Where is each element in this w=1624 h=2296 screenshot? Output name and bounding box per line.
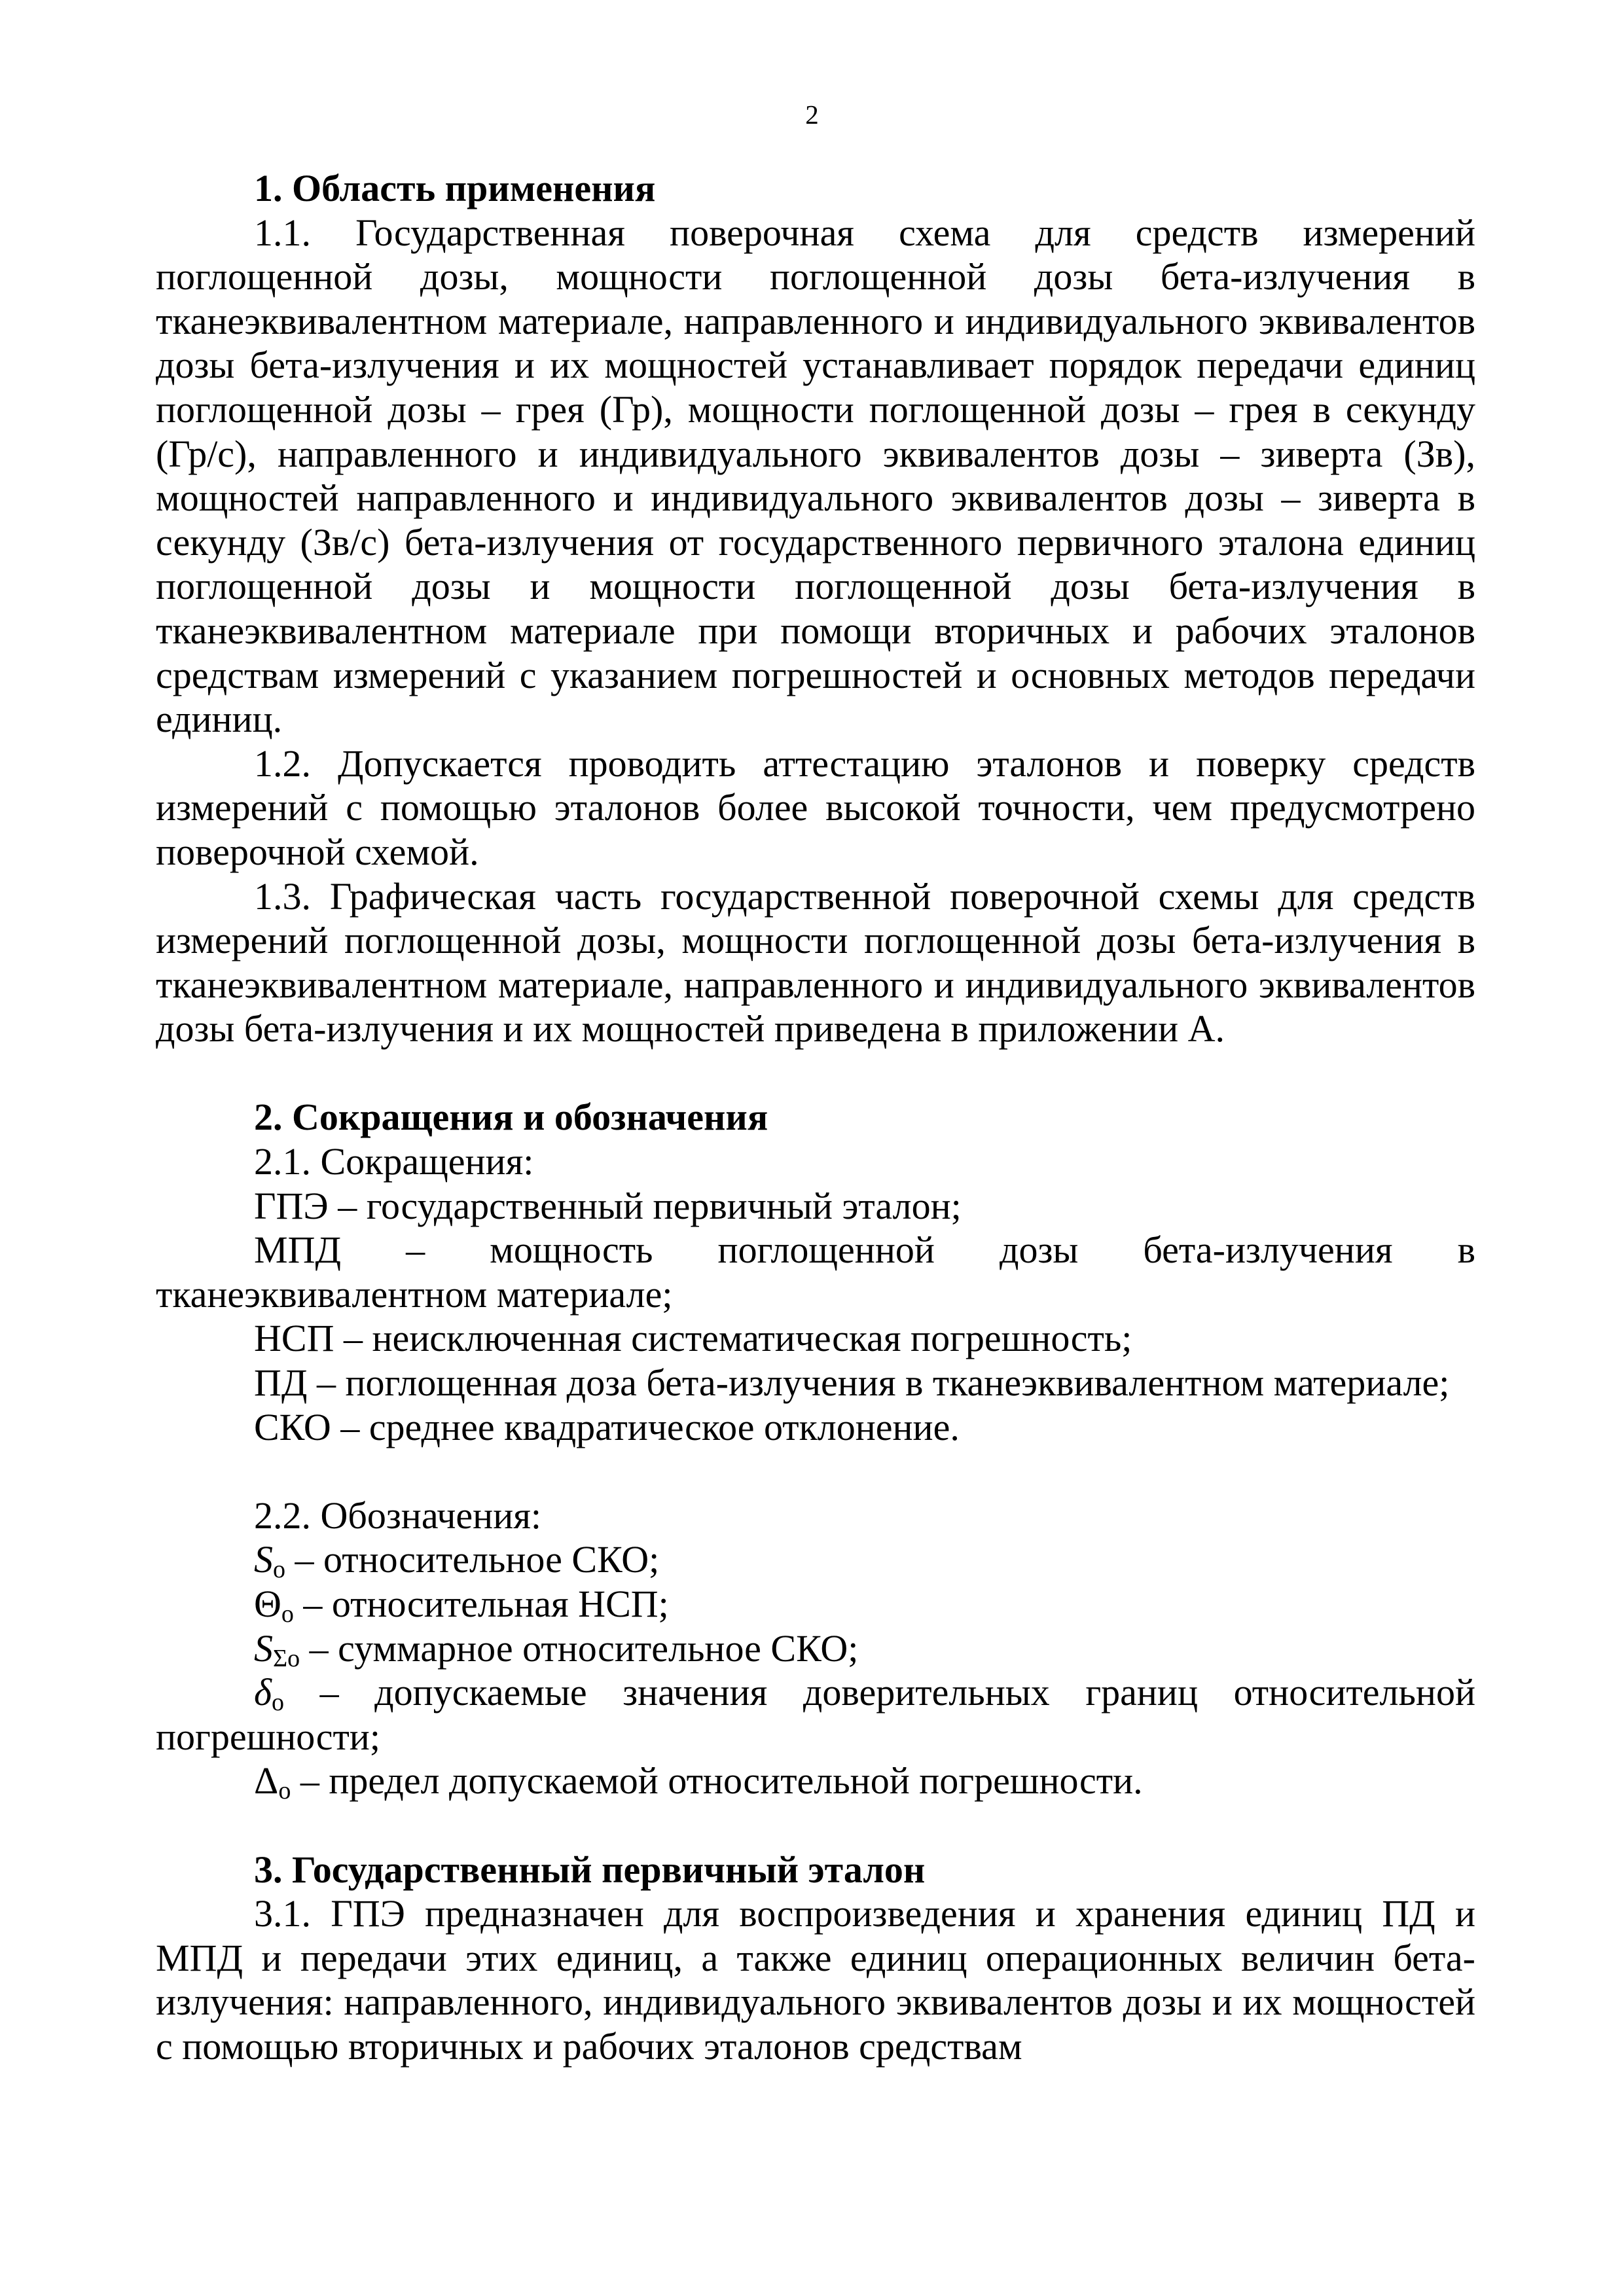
symbol-subscript: Σо [273, 1644, 300, 1672]
symbol-relative-sko [156, 1537, 1475, 1582]
symbol-total-relative-sko [156, 1626, 1475, 1671]
symbol-theta: Θ [254, 1583, 281, 1625]
abbreviation-sko: СКО – среднее квадратическое отклонение. [254, 1405, 960, 1448]
symbol-delta-small: δ [254, 1671, 272, 1714]
document-body [156, 166, 1475, 2069]
abbreviation-nsp: НСП – неисключенная систематическая погрешность; [254, 1317, 1132, 1360]
symbol-description: – суммарное относительное СКО; [300, 1626, 859, 1670]
symbol-subscript: о [278, 1777, 291, 1805]
section-heading-abbreviations: 2. Сокращения и обозначения [254, 1096, 768, 1139]
symbols-title: 2.2. Обозначения: [254, 1494, 542, 1537]
symbol-confidence-bounds [156, 1670, 1475, 1759]
symbol-error-limit [156, 1759, 1475, 1803]
symbol-s: S [254, 1538, 273, 1581]
symbol-description: – относительное СКО; [285, 1538, 660, 1581]
abbreviation-mpd: МПД – мощность поглощенной дозы бета-излучения в тканеэквивалентном материале; [156, 1229, 1475, 1316]
abbreviation-pd: ПД – поглощенная доза бета-излучения в тканеэквивалентном материале; [254, 1361, 1450, 1405]
section-scope [156, 166, 1475, 1051]
symbol-subscript: о [273, 1556, 285, 1584]
symbol-subscript: о [281, 1600, 294, 1628]
section-abbreviations [156, 1095, 1475, 1803]
page-number: 2 [805, 99, 819, 130]
section-heading-primary-standard: 3. Государственный первичный эталон [254, 1848, 926, 1891]
spacer [156, 1051, 1475, 1096]
spacer [156, 1449, 1475, 1494]
paragraph-1-1: 1.1. Государственная поверочная схема для средств измерений поглощенной дозы, мощности поглощенной дозы бета-излучения в тканеэквивалентном материале, направленного и индивидуального эквивалентов дозы бета-излучения и их мощностей устанавливает порядок передачи единиц поглощенной дозы – грея (Гр), мощности поглощенной дозы – грея в секунду (Гр/с), направленного и индивидуального эквивалентов дозы – зиверта (Зв), мощностей направленного и индивидуального эквивалентов дозы – зиверта в секунду (Зв/с) бета-излучения от государственного первичного эталона единиц поглощенной дозы и мощности поглощенной дозы бета-излучения в тканеэквивалентном материале при помощи вторичных и рабочих эталонов средствам измерений с указанием погрешностей и основных методов передачи единиц. [156, 211, 1475, 741]
symbol-delta-capital: Δ [254, 1759, 279, 1803]
symbol-description: – допускаемые значения доверительных границ относительной погрешности; [156, 1671, 1475, 1758]
symbol-description: – относительная НСП; [293, 1583, 669, 1625]
section-heading-scope: 1. Область применения [254, 167, 656, 209]
paragraph-1-2: 1.2. Допускается проводить аттестацию эталонов и поверку средств измерений с помощью эталонов более высокой точности, чем предусмотрено поверочной схемой. [156, 742, 1475, 873]
symbol-relative-nsp [156, 1582, 1475, 1626]
section-primary-standard [156, 1848, 1475, 2069]
paragraph-3-1: 3.1. ГПЭ предназначен для воспроизведения и хранения единиц ПД и МПД и передачи этих единиц, а также единиц операционных величин бета-излучения: направленного, индивидуального эквивалентов дозы и их мощностей с помощью вторичных и рабочих эталонов средствам [156, 1892, 1475, 2068]
abbreviation-gpe: ГПЭ – государственный первичный эталон; [254, 1184, 962, 1227]
symbol-subscript: о [271, 1689, 284, 1717]
symbol-description: – предел допускаемой относительной погрешности. [291, 1759, 1143, 1803]
spacer [156, 1803, 1475, 1848]
paragraph-1-3: 1.3. Графическая часть государственной поверочной схемы для средств измерений поглощенной дозы, мощности поглощенной дозы бета-излучения в тканеэквивалентном материале, направленного и индивидуального эквивалентов дозы бета-излучения и их мощностей приведена в приложении А. [156, 874, 1475, 1050]
abbreviations-title: 2.1. Сокращения: [254, 1140, 534, 1183]
symbol-s-sigma: S [254, 1626, 273, 1670]
